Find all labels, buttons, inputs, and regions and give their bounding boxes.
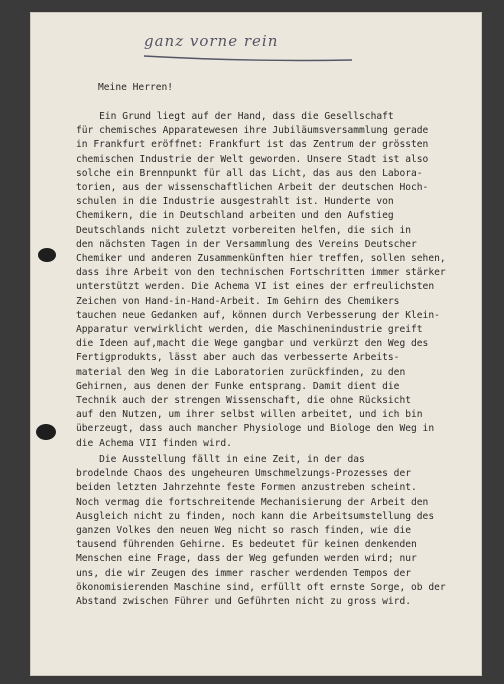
text-line: Noch vermag die fortschreitende Mechanisierung der Arbeit den — [76, 496, 429, 508]
salutation: Meine Herren! — [98, 82, 174, 93]
text-line: Abstand zwischen Führer und Geführten nicht zu gross wird. — [76, 596, 412, 608]
text-line: brodelnde Chaos des ungeheuren Umschmelzungs-Prozesses der — [76, 468, 412, 480]
page-content — [30, 12, 482, 676]
paragraph-1 — [76, 110, 476, 451]
paragraph-2 — [76, 453, 476, 609]
punch-hole-top — [38, 248, 56, 262]
text-line: Chemiker und anderen Zusammenkünften hier treffen, sollen sehen, — [76, 253, 446, 265]
punch-hole-bottom — [36, 424, 56, 440]
text-line: die Achema VII finden wird. — [76, 437, 232, 449]
text-line: Zeichen von Hand-in-Hand-Arbeit. Im Gehirn des Chemikers — [76, 295, 400, 307]
text-line: solche ein Brennpunkt für all das Licht, das aus den Labora- — [76, 167, 423, 179]
text-line: Technik auch der strengen Wissenschaft, die ohne Rücksicht — [76, 395, 412, 407]
text-line: material den Weg in die Laboratorien zurückfinden, zu den — [76, 366, 406, 378]
text-line: Deutschlands nicht zuletzt vorbereiten helfen, die sich in — [76, 224, 412, 236]
text-line: tauchen neue Gedanken auf, können durch Verbesserung der Klein- — [76, 309, 440, 321]
text-line: auf den Nutzen, um ihrer selbst willen arbeitet, und ich bin — [76, 409, 423, 421]
text-line: dass ihre Arbeit von den technischen Fortschritten immer stärker — [76, 267, 446, 279]
text-line: uns, die wir Zeugen des immer rascher werdenden Tempos der — [76, 567, 412, 579]
text-line: schulen in die Industrie ausgestrahlt ist. Hunderte von — [76, 196, 394, 208]
text-line: Ein Grund liegt auf der Hand, dass die Gesellschaft — [76, 111, 394, 122]
pencil-underline — [140, 26, 360, 66]
text-line: in Frankfurt eröffnet: Frankfurt ist das Zentrum der grössten — [76, 139, 429, 151]
text-line: Ausgleich nicht zu finden, noch kann die Arbeitsumstellung des — [76, 510, 435, 522]
text-line: Gehirnen, aus denen der Funke entsprang. Damit dient die — [76, 380, 400, 392]
text-line: Fertigprodukts, lässt aber auch das verbesserte Arbeits- — [76, 352, 400, 364]
text-line: Apparatur verwirklicht werden, die Maschinenindustrie greift — [76, 324, 423, 336]
text-line: den nächsten Tagen in der Versammlung des Vereins Deutscher — [76, 238, 417, 250]
text-line: für chemisches Apparatewesen ihre Jubiläumsversammlung gerade — [76, 125, 429, 137]
text-line: torien, aus der wissenschaftlichen Arbeit der deutschen Hoch- — [76, 182, 429, 194]
text-line: Die Ausstellung fällt in eine Zeit, in der das — [76, 454, 365, 465]
text-line: unterstützt werden. Die Achema VI ist eines der erfreulichsten — [76, 281, 435, 293]
text-line: chemischen Industrie der Welt geworden. Unsere Stadt ist also — [76, 153, 429, 165]
text-line: Chemikern, die in Deutschland arbeiten und den Aufstieg — [76, 210, 394, 222]
text-line: überzeugt, dass auch mancher Physiologe und Biologe den Weg in — [76, 423, 435, 435]
handwritten-note: ganz vorne rein — [144, 32, 279, 50]
text-line: tausend führenden Gehirne. Es bedeutet für keinen denkenden — [76, 539, 417, 551]
text-line: Menschen eine Frage, dass der Weg gefunden werden wird; nur — [76, 553, 417, 565]
handwritten-annotation — [140, 26, 360, 66]
text-line: ganzen Volkes den neuen Weg nicht so rasch finden, wie die — [76, 525, 412, 537]
text-line: die Ideen auf,macht die Wege gangbar und verkürzt den Weg des — [76, 338, 429, 350]
text-line: ökonomisierenden Maschine sind, erfüllt oft ernste Sorge, ob der — [76, 581, 446, 593]
text-line: beiden letzten Jahrzehnte feste Formen anzustreben scheint. — [76, 482, 417, 494]
